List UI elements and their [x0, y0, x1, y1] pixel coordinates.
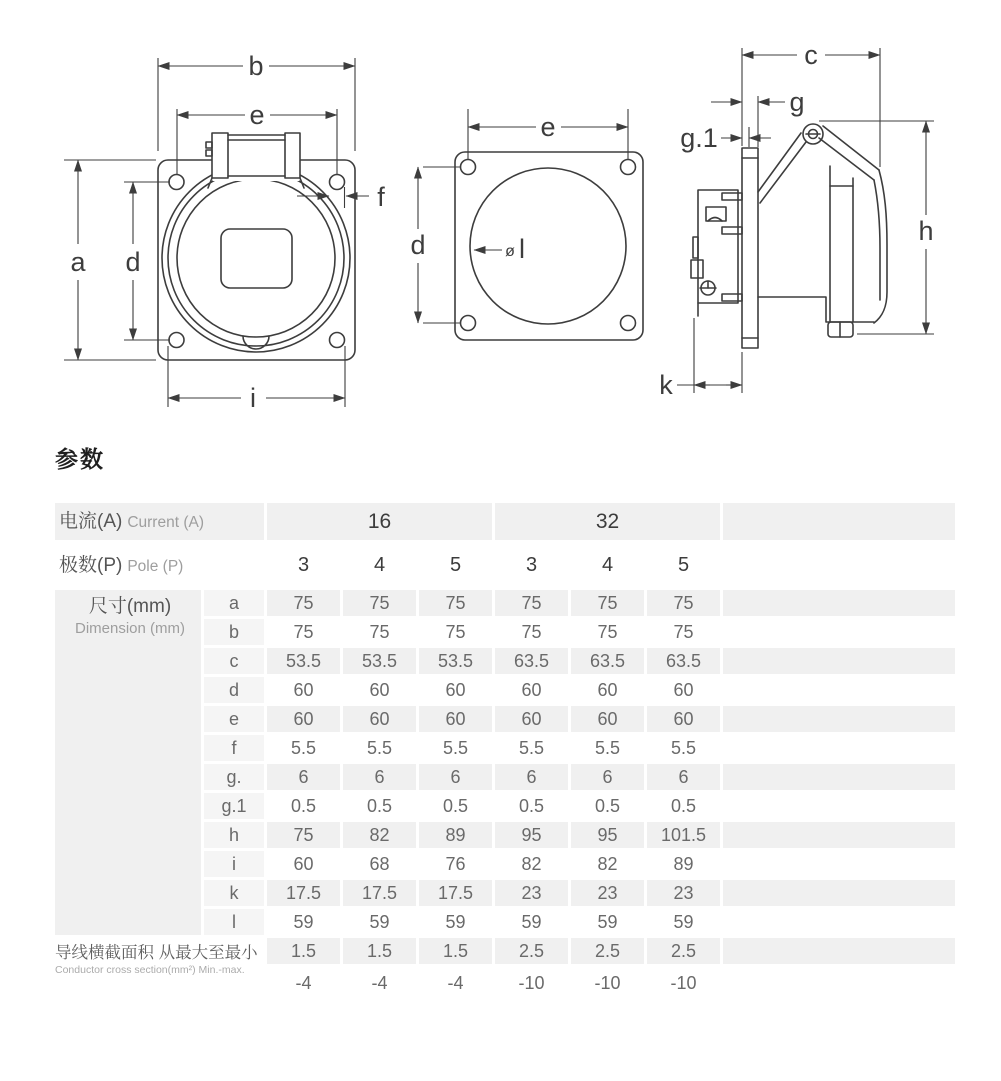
dimension-value: 75 — [267, 590, 340, 616]
dim-label-a: a — [70, 247, 86, 277]
conductor-max-value: -10 — [670, 973, 697, 993]
dimension-value: 89 — [673, 854, 694, 874]
dimension-label-zh: 尺寸(mm) — [88, 596, 172, 617]
dimension-row-h — [204, 822, 955, 848]
dimension-value: 5.5 — [594, 738, 621, 758]
pole-value: 3 — [525, 554, 538, 576]
current-group-32: 32 — [495, 503, 720, 540]
dimension-value: 17.5 — [419, 880, 492, 906]
side-view — [659, 40, 934, 400]
dimension-value: 76 — [445, 854, 466, 874]
conductor-max-value: -4 — [447, 973, 464, 993]
dimension-value: 60 — [419, 706, 492, 732]
dimension-key: i — [204, 851, 264, 877]
table-filler — [723, 706, 955, 732]
dimension-value: 60 — [521, 680, 542, 700]
dimension-row-e — [204, 706, 955, 732]
dim-label-g1: g.1 — [680, 123, 718, 153]
dimension-value: 59 — [369, 912, 390, 932]
dimension-row-d — [204, 677, 955, 703]
dimension-value: 95 — [571, 822, 644, 848]
dim-label-i: i — [250, 383, 256, 413]
pole-value: 3 — [297, 554, 310, 576]
conductor-max-value: -4 — [295, 973, 312, 993]
conductor-min-value: 1.5 — [267, 938, 340, 964]
dimension-value: 63.5 — [495, 648, 568, 674]
dimension-value: 5.5 — [366, 738, 393, 758]
dimension-value: 60 — [293, 854, 314, 874]
dimension-key: c — [204, 648, 264, 674]
dimension-value: 75 — [419, 590, 492, 616]
conductor-min-value: 2.5 — [571, 938, 644, 964]
dim-label-phi: ø — [505, 243, 515, 260]
dimension-value: 75 — [571, 590, 644, 616]
conductor-row-max — [267, 968, 955, 998]
dimension-value: 60 — [495, 706, 568, 732]
table-filler — [723, 909, 955, 935]
dimension-value: 59 — [293, 912, 314, 932]
dimension-value: 59 — [673, 912, 694, 932]
dim-label-d: d — [125, 247, 141, 277]
pole-label-en: Pole (P) — [127, 558, 184, 575]
dimension-key: g.1 — [204, 793, 264, 819]
dim-label-h: h — [918, 216, 934, 246]
pole-value: 4 — [601, 554, 614, 576]
dimension-row-c — [204, 648, 955, 674]
front-view — [64, 51, 385, 413]
dimension-value: 23 — [571, 880, 644, 906]
current-label-zh: 电流(A) — [59, 511, 123, 532]
table-filler — [723, 793, 955, 819]
conductor-min-value: 1.5 — [343, 938, 416, 964]
page-title: 参数 — [55, 446, 105, 472]
current-row — [55, 503, 955, 540]
dimension-value: 75 — [369, 622, 390, 642]
dimension-row-b — [204, 619, 955, 645]
conductor-label-en: Conductor cross section(mm²) Min.-max. — [55, 964, 245, 976]
conductor-max-value: -10 — [518, 973, 545, 993]
dimension-value: 75 — [673, 622, 694, 642]
dimension-value: 75 — [343, 590, 416, 616]
pole-label-zh: 极数(P) — [59, 555, 123, 576]
dimension-row-a — [204, 590, 955, 616]
dimension-value: 6 — [343, 764, 416, 790]
dimension-value: 68 — [369, 854, 390, 874]
dimension-key: h — [204, 822, 264, 848]
conductor-label — [55, 938, 264, 998]
pole-value: 5 — [677, 554, 690, 576]
table-filler — [723, 677, 955, 703]
conductor-section — [55, 938, 955, 998]
dimension-value: 23 — [647, 880, 720, 906]
table-filler — [723, 938, 955, 964]
dim-label-e: e — [249, 100, 265, 130]
dimension-value: 60 — [571, 706, 644, 732]
dimension-value: 59 — [597, 912, 618, 932]
pole-value: 4 — [373, 554, 386, 576]
pole-label — [55, 543, 264, 587]
dimension-value: 75 — [495, 590, 568, 616]
dimension-value: 53.5 — [343, 648, 416, 674]
table-filler — [723, 648, 955, 674]
dimension-value: 0.5 — [442, 796, 469, 816]
dimension-key: d — [204, 677, 264, 703]
dimension-value: 59 — [521, 912, 542, 932]
dimension-value: 53.5 — [267, 648, 340, 674]
dimension-rows — [204, 590, 955, 935]
conductor-min-value: 2.5 — [495, 938, 568, 964]
dimension-value: 59 — [445, 912, 466, 932]
dimension-value: 75 — [267, 822, 340, 848]
dimension-value: 75 — [647, 590, 720, 616]
dimension-value: 23 — [495, 880, 568, 906]
conductor-min-value: 1.5 — [419, 938, 492, 964]
table-filler — [723, 619, 955, 645]
dimension-value: 0.5 — [366, 796, 393, 816]
dim-label-e2: e — [540, 112, 556, 142]
dimension-value: 63.5 — [571, 648, 644, 674]
table-filler — [723, 764, 955, 790]
pole-row — [55, 543, 955, 587]
pole-values — [267, 543, 720, 587]
dimension-value: 0.5 — [594, 796, 621, 816]
dimension-value: 5.5 — [518, 738, 545, 758]
dimension-value: 60 — [267, 706, 340, 732]
dimension-value: 75 — [293, 622, 314, 642]
dimension-value: 95 — [495, 822, 568, 848]
dimension-key: f — [204, 735, 264, 761]
mounting-plate-view — [410, 109, 643, 340]
dim-label-f: f — [377, 182, 385, 212]
dimension-value: 89 — [419, 822, 492, 848]
dimension-value: 0.5 — [518, 796, 545, 816]
dimension-value: 0.5 — [670, 796, 697, 816]
dimension-value: 60 — [369, 680, 390, 700]
dim-label-l: l — [519, 234, 525, 264]
dimension-value: 101.5 — [647, 822, 720, 848]
dimension-row-g. — [204, 764, 955, 790]
parameter-table — [55, 503, 955, 998]
dimension-value: 5.5 — [290, 738, 317, 758]
current-label — [55, 503, 264, 540]
dimension-value: 82 — [597, 854, 618, 874]
dimension-key: k — [204, 880, 264, 906]
dimension-value: 82 — [343, 822, 416, 848]
dimension-row-k — [204, 880, 955, 906]
dimension-value: 53.5 — [419, 648, 492, 674]
dimension-label-cell — [55, 590, 201, 935]
dim-label-k: k — [659, 370, 673, 400]
dimension-key: b — [204, 619, 264, 645]
dim-label-d2: d — [410, 230, 426, 260]
dimension-value: 63.5 — [647, 648, 720, 674]
dim-label-b: b — [248, 51, 264, 81]
dimension-value: 82 — [521, 854, 542, 874]
dimension-key: e — [204, 706, 264, 732]
dimension-value: 6 — [571, 764, 644, 790]
dimension-value: 6 — [495, 764, 568, 790]
dimension-value: 75 — [445, 622, 466, 642]
conductor-label-zh: 导线横截面积 从最大至最小 — [55, 944, 258, 962]
conductor-values — [267, 938, 955, 998]
table-filler — [723, 880, 955, 906]
conductor-row-min — [267, 938, 955, 964]
dimension-value: 60 — [673, 680, 694, 700]
dimension-section — [55, 590, 955, 935]
dimension-value: 6 — [419, 764, 492, 790]
conductor-max-value: -10 — [594, 973, 621, 993]
dimension-value: 60 — [647, 706, 720, 732]
dimension-key: l — [204, 909, 264, 935]
dimension-value: 6 — [267, 764, 340, 790]
dimension-value: 60 — [597, 680, 618, 700]
dimension-value: 5.5 — [670, 738, 697, 758]
table-filler — [723, 851, 955, 877]
dim-label-g: g — [789, 87, 805, 117]
dimension-value: 60 — [445, 680, 466, 700]
dimension-row-l — [204, 909, 955, 935]
dimension-value: 60 — [293, 680, 314, 700]
dimension-value: 5.5 — [442, 738, 469, 758]
table-filler — [723, 735, 955, 761]
dimension-row-i — [204, 851, 955, 877]
dimension-key: g. — [204, 764, 264, 790]
dimension-value: 75 — [521, 622, 542, 642]
current-label-en: Current (A) — [127, 514, 204, 531]
dimension-label-en: Dimension (mm) — [74, 620, 185, 637]
table-filler — [723, 503, 955, 540]
conductor-min-value: 2.5 — [647, 938, 720, 964]
dimension-value: 75 — [597, 622, 618, 642]
dimension-value: 60 — [343, 706, 416, 732]
table-filler — [723, 822, 955, 848]
dim-label-c: c — [804, 40, 818, 70]
current-group-16: 16 — [267, 503, 492, 540]
technical-drawing — [0, 0, 1001, 440]
conductor-max-value: -4 — [371, 973, 388, 993]
dimension-value: 6 — [647, 764, 720, 790]
dimension-row-f — [204, 735, 955, 761]
dimension-value: 17.5 — [343, 880, 416, 906]
dimension-row-g.1 — [204, 793, 955, 819]
table-filler — [723, 590, 955, 616]
dimension-value: 0.5 — [290, 796, 317, 816]
dimension-key: a — [204, 590, 264, 616]
dimension-value: 17.5 — [267, 880, 340, 906]
pole-value: 5 — [449, 554, 462, 576]
